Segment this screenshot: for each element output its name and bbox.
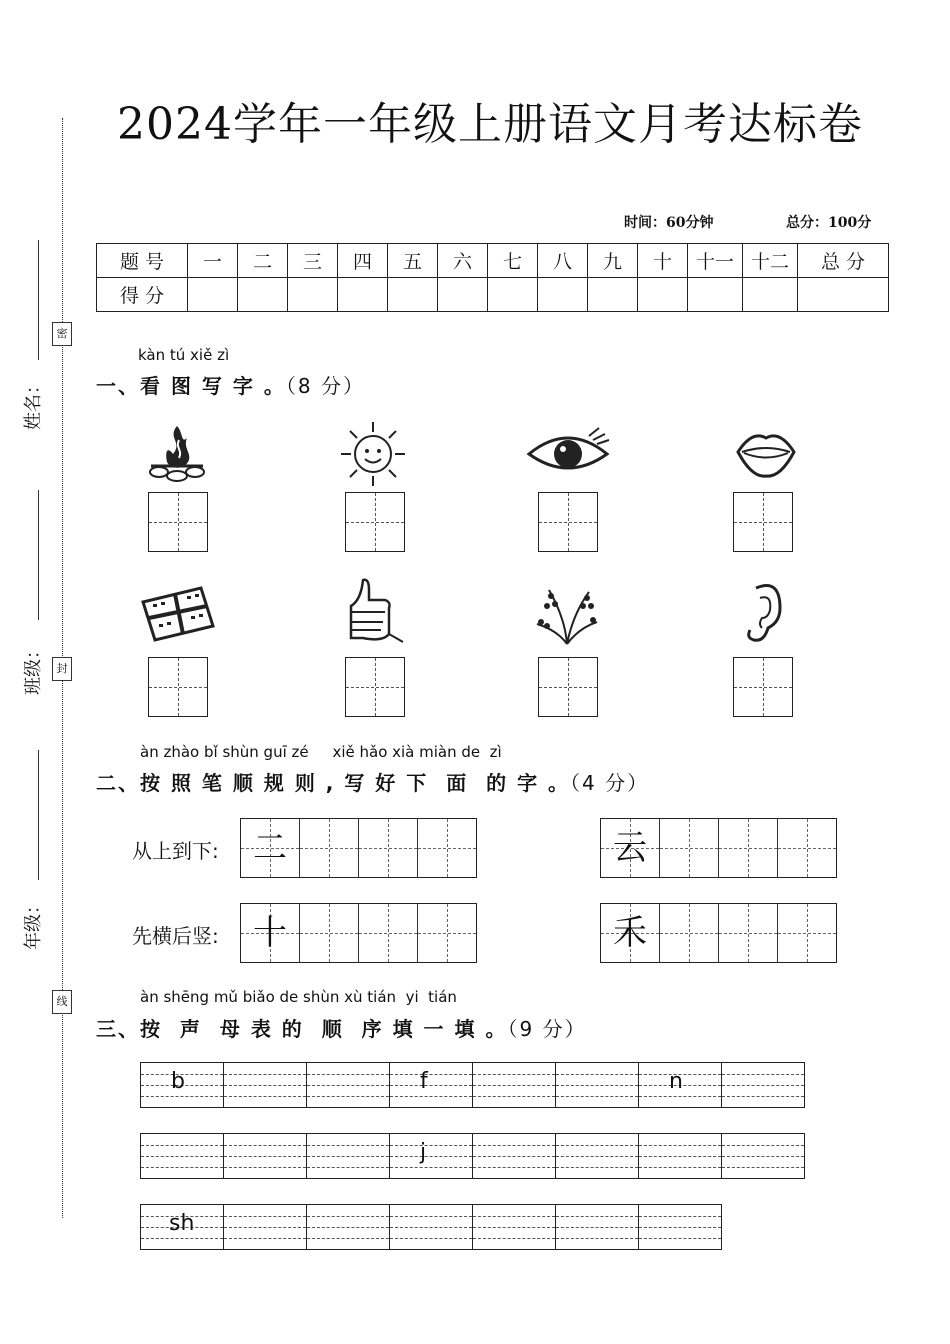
score-cell[interactable] [538, 278, 588, 312]
score-cell[interactable] [743, 278, 798, 312]
model-char: 云 [613, 828, 647, 868]
score-cell[interactable] [288, 278, 338, 312]
score-col: 八 [538, 244, 588, 278]
answer-box[interactable] [148, 657, 208, 717]
initial: n [669, 1069, 683, 1094]
score-cell[interactable] [798, 278, 889, 312]
score-cell[interactable] [188, 278, 238, 312]
class-underline [38, 490, 39, 620]
score-col: 十二 [743, 244, 798, 278]
q3-pinyin: àn shēng mǔ biǎo de shùn xù tián yi tián [140, 988, 457, 1006]
seal-xian: 线 [52, 990, 72, 1014]
score-col: 十 [638, 244, 688, 278]
score-cell[interactable] [488, 278, 538, 312]
page-title: 2024学年一年级上册语文月考达标卷 [117, 99, 863, 150]
score-cell[interactable] [688, 278, 743, 312]
q1-points: （8 分） [285, 374, 365, 398]
score-col: 一 [188, 244, 238, 278]
answer-box[interactable] [733, 657, 793, 717]
q1-title [96, 370, 365, 399]
pinyin-row-2[interactable] [140, 1133, 805, 1179]
rice-icon [527, 578, 607, 648]
answer-box[interactable] [538, 657, 598, 717]
q3-title [96, 1013, 587, 1042]
answer-box[interactable] [538, 492, 598, 552]
model-char: 禾 [613, 913, 647, 953]
class-label: 班级： [23, 641, 44, 695]
score-col: 七 [488, 244, 538, 278]
thumb-icon [333, 576, 413, 646]
model-char: 十 [253, 913, 287, 953]
score-cell[interactable] [338, 278, 388, 312]
q2-title-text: 二、按 照 笔 顺 规 则 , 写 好 下 面 的 字 。 [96, 771, 571, 795]
seal-mi: 密 [52, 322, 72, 346]
name-underline [38, 240, 39, 360]
score-col: 四 [338, 244, 388, 278]
writing-strip[interactable] [600, 818, 837, 878]
name-label: 姓名： [23, 376, 44, 430]
rule-horizontal-then-vertical: 先横后竖: [132, 924, 219, 948]
exam-total: 总分：100分 [786, 215, 872, 231]
answer-box[interactable] [345, 492, 405, 552]
writing-strip[interactable] [600, 903, 837, 963]
score-cell[interactable] [388, 278, 438, 312]
score-table [96, 243, 889, 312]
q1-pinyin: kàn tú xiě zì [138, 346, 230, 364]
q2-pinyin: àn zhào bǐ shùn guī zé xiě hǎo xià miàn de zì [140, 743, 502, 761]
answer-box[interactable] [345, 657, 405, 717]
eye-icon [525, 418, 611, 488]
initial: f [420, 1069, 428, 1094]
score-row1-label: 题 号 [97, 244, 188, 278]
initial: j [420, 1140, 427, 1165]
pinyin-row-1[interactable] [140, 1062, 805, 1108]
score-cell[interactable] [238, 278, 288, 312]
writing-strip[interactable] [240, 903, 477, 963]
score-cell[interactable] [638, 278, 688, 312]
exam-time: 时间：60分钟 [624, 215, 714, 231]
sun-icon [333, 418, 413, 488]
answer-box[interactable] [733, 492, 793, 552]
score-col: 十一 [688, 244, 743, 278]
initial: b [171, 1069, 185, 1094]
q3-points: （9 分） [507, 1017, 587, 1041]
score-row2-label: 得 分 [97, 278, 188, 312]
rule-top-to-bottom: 从上到下: [132, 839, 219, 863]
score-col: 九 [588, 244, 638, 278]
grade-underline [38, 750, 39, 880]
initial: sh [169, 1211, 195, 1236]
model-char: 二 [253, 828, 287, 868]
q1-title-text: 一、看 图 写 字 。 [96, 374, 286, 398]
grade-label: 年级： [23, 896, 44, 950]
q2-title [96, 767, 649, 796]
score-col: 六 [438, 244, 488, 278]
q3-title-text: 三、按 声 母 表 的 顺 序 填 一 填 。 [96, 1017, 508, 1041]
score-col: 二 [238, 244, 288, 278]
fire-icon [137, 418, 217, 488]
score-col: 五 [388, 244, 438, 278]
pinyin-row-3[interactable] [140, 1204, 722, 1250]
score-value-row [97, 278, 889, 312]
ear-icon [726, 578, 806, 648]
score-cell[interactable] [588, 278, 638, 312]
score-cell[interactable] [438, 278, 488, 312]
mouth-icon [726, 418, 806, 488]
q2-points: （4 分） [570, 771, 650, 795]
writing-strip[interactable] [240, 818, 477, 878]
seal-feng: 封 [52, 657, 72, 681]
score-col: 三 [288, 244, 338, 278]
score-col-total: 总 分 [798, 244, 889, 278]
field-icon [137, 578, 217, 648]
answer-box[interactable] [148, 492, 208, 552]
score-header-row [97, 244, 889, 278]
